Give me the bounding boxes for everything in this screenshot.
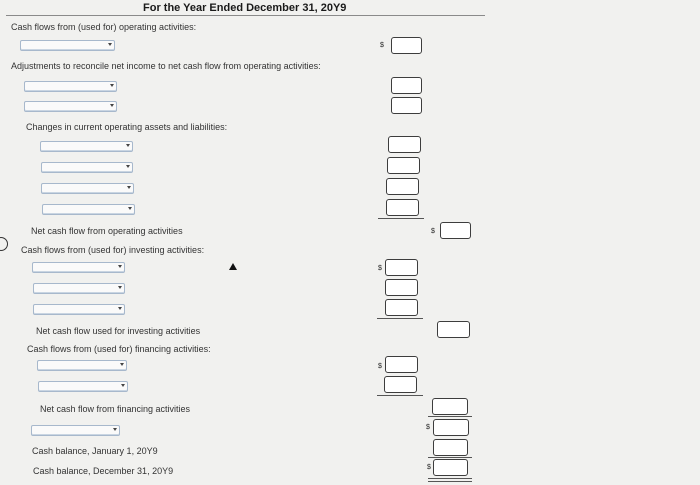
chevron-down-icon [127,186,131,189]
chevron-down-icon [120,363,124,366]
net-change-amount-input[interactable] [433,419,469,436]
cash-begin-label: Cash balance, January 1, 20Y9 [32,446,158,456]
cursor-icon [229,263,237,270]
chevron-down-icon [108,43,112,46]
net-change-dropdown[interactable] [31,425,120,436]
chevron-down-icon [118,265,122,268]
net-investing-label: Net cash flow used for investing activities [36,326,201,336]
change-dropdown-1[interactable] [40,141,133,152]
dollar-sign: $ [426,424,430,431]
cash-begin-amount-input[interactable] [433,439,468,456]
dollar-sign: $ [380,42,384,49]
total-rule [428,478,472,479]
adjustment-amount-input-2[interactable] [391,97,422,114]
chevron-down-icon [121,384,125,387]
chevron-down-icon [118,286,122,289]
investing-dropdown-3[interactable] [33,304,125,315]
operating-net-income-dropdown[interactable] [20,40,115,51]
radio-icon [0,237,8,251]
net-income-amount-input[interactable] [391,37,422,54]
dollar-sign: $ [378,363,382,370]
change-dropdown-3[interactable] [41,183,134,194]
statement-title: For the Year Ended December 31, 20Y9 [143,2,347,14]
investing-heading: Cash flows from (used for) investing activities: [21,245,205,255]
change-amount-input-1[interactable] [388,136,421,153]
changes-heading: Changes in current operating assets and liabilities: [26,122,228,132]
subtotal-rule [428,416,472,417]
financing-dropdown-1[interactable] [37,360,127,371]
chevron-down-icon [113,428,117,431]
investing-amount-input-3[interactable] [385,299,418,316]
chevron-down-icon [110,104,114,107]
chevron-down-icon [128,207,132,210]
chevron-down-icon [118,307,122,310]
financing-amount-input-2[interactable] [384,376,417,393]
change-dropdown-2[interactable] [41,162,133,173]
investing-amount-input-1[interactable] [385,259,418,276]
chevron-down-icon [126,165,130,168]
operating-heading: Cash flows from (used for) operating activities: [11,22,197,32]
total-double-rule [428,481,472,482]
adjustment-amount-input-1[interactable] [391,77,422,94]
investing-dropdown-1[interactable] [32,262,125,273]
change-amount-input-2[interactable] [387,157,420,174]
change-amount-input-4[interactable] [386,199,419,216]
investing-amount-input-2[interactable] [385,279,418,296]
financing-dropdown-2[interactable] [38,381,128,392]
chevron-down-icon [126,144,130,147]
dollar-sign: $ [378,265,382,272]
net-financing-amount-input[interactable] [432,398,468,415]
net-financing-label: Net cash flow from financing activities [40,404,191,414]
cash-end-amount-input[interactable] [433,459,468,476]
change-dropdown-4[interactable] [42,204,135,215]
title-divider [6,15,485,16]
adjustment-dropdown-1[interactable] [24,81,117,92]
dollar-sign: $ [427,464,431,471]
financing-heading: Cash flows from (used for) financing activities: [27,344,211,354]
chevron-down-icon [110,84,114,87]
dollar-sign: $ [431,228,435,235]
adjustment-dropdown-2[interactable] [24,101,117,112]
net-operating-label: Net cash flow from operating activities [31,226,183,236]
subtotal-rule [377,318,423,319]
net-investing-amount-input[interactable] [437,321,470,338]
subtotal-rule [377,395,423,396]
adjustments-heading: Adjustments to reconcile net income to net cash flow from operating activities: [11,61,321,71]
net-operating-amount-input[interactable] [440,222,471,239]
investing-dropdown-2[interactable] [33,283,125,294]
change-amount-input-3[interactable] [386,178,419,195]
subtotal-rule [378,218,424,219]
financing-amount-input-1[interactable] [385,356,418,373]
cash-end-label: Cash balance, December 31, 20Y9 [33,466,174,476]
subtotal-rule [428,457,472,458]
